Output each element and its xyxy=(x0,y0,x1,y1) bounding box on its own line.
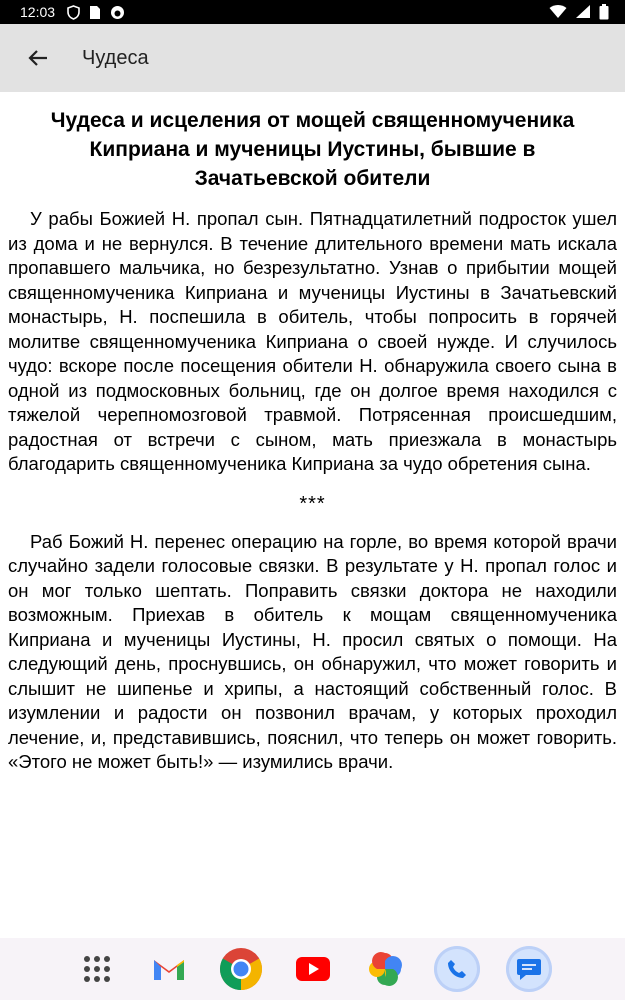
section-separator: *** xyxy=(299,492,326,515)
arrow-back-icon xyxy=(28,49,48,67)
article-paragraph-2: Раб Божий Н. перенес операцию на горле, во время которой врачи случайно задели голосовые связки. В результате у Н. пропал голос и он мог только шептать. Поправить связки доктора не находили возможным. Приехав в обитель к мощам священномученика Киприана и мученицы Иустины, Н. просил святых о помощи. На следующий день, проснувшись, он обнаружил, что может говорить и слышит не шипенье и хрипы, а настоящий собственный голос. В изумлении и радости он позвонил врачам, у которых проходил лечение, и, представившись, пояснил, что теперь он может говорить. «Этого не может быть!» — изумились врачи. xyxy=(8,530,617,772)
battery-icon xyxy=(599,4,609,25)
app-dock xyxy=(0,938,625,1000)
chrome-icon[interactable] xyxy=(218,946,264,992)
cellular-icon xyxy=(575,4,591,25)
app-drawer-icon[interactable] xyxy=(74,946,120,992)
gmail-icon[interactable] xyxy=(146,946,192,992)
phone-icon[interactable] xyxy=(434,946,480,992)
status-time: 12:03 xyxy=(20,4,56,20)
app-bar xyxy=(0,24,625,92)
shield-icon xyxy=(65,4,81,20)
photos-icon[interactable] xyxy=(362,946,408,992)
status-bar xyxy=(0,0,625,24)
messages-icon[interactable] xyxy=(506,946,552,992)
back-button[interactable] xyxy=(18,38,58,78)
wifi-icon xyxy=(549,4,567,25)
article-title: Чудеса и исцеления от мощей священномученика Киприана и мученицы Иустины, бывшие в Зачатьевской обители xyxy=(50,109,575,190)
circle-app-icon xyxy=(109,4,125,20)
article-content[interactable] xyxy=(8,92,617,937)
article-paragraph-1: У рабы Божией Н. пропал сын. Пятнадцатилетний подросток ушел из дома и не вернулся. В течение длительного времени мать искала пропавшего мальчика, но безрезультатно. Узнав о прибытии мощей священномученика Киприана и мученицы Иустины в Зачатьевский монастырь, Н. поспешила в обитель, чтобы попросить в горячей молитве священномученика Киприана о своей нужде. И случилось чудо: вскоре после посещения обители Н. обнаружила своего сына в одной из подмосковных больниц, где он долгое время находился с тяжелой черепномозговой травмой. Потрясенная происшедшим, радостная от встречи с сыном, мать приезжала в монастырь благодарить священномученика Киприана за чудо обретения сына. xyxy=(8,208,617,474)
youtube-icon[interactable] xyxy=(290,946,336,992)
page-title: Чудеса xyxy=(82,46,149,69)
sim-card-icon xyxy=(87,4,103,20)
